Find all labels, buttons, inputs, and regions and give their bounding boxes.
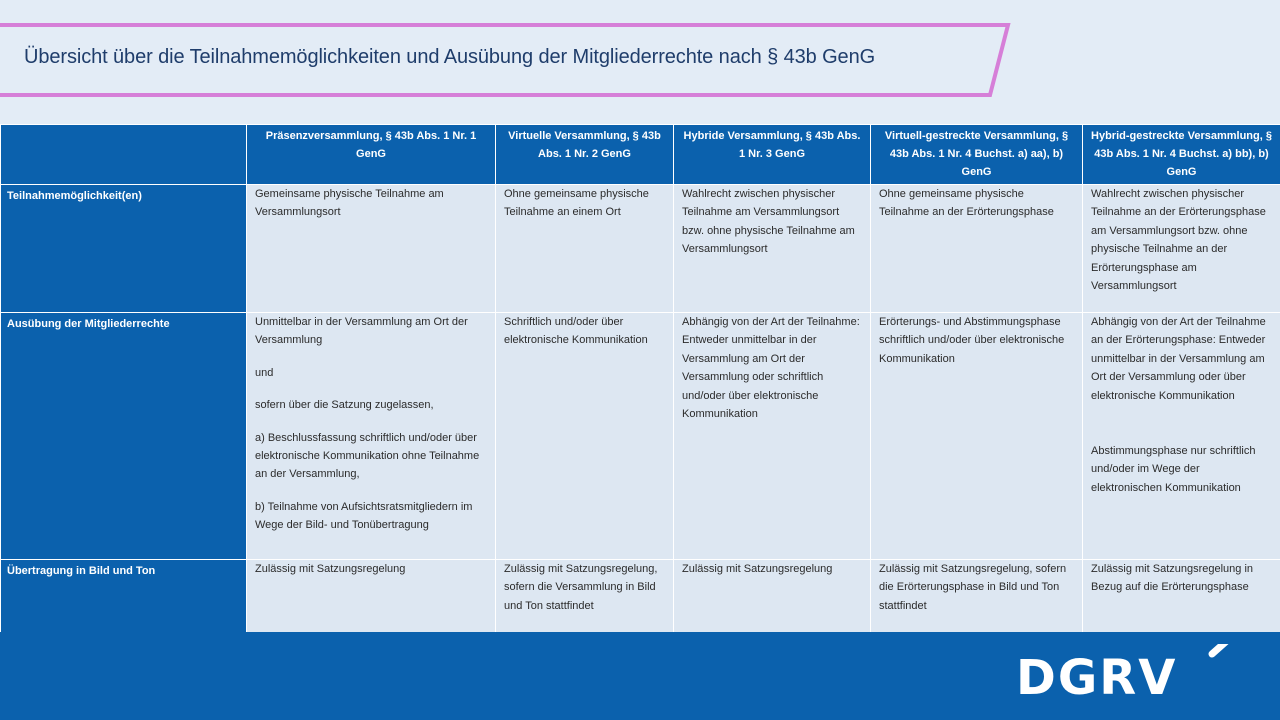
title-banner <box>0 0 1280 110</box>
logo-text: DGRV <box>1016 650 1178 704</box>
row-header-teilnahme: Teilnahmemöglichkeit(en) <box>1 185 247 313</box>
cell-paragraph: a) Beschlussfassung schriftlich und/oder über elektronische Kommunikation ohne Teilnahme an der Versammlung, <box>255 431 480 481</box>
table-cell: Zulässig mit Satzungsregelung, sofern die Versammlung in Bild und Ton stattfindet <box>496 560 674 633</box>
cell-paragraph: Unmittelbar in der Versammlung am Ort der Versammlung <box>255 316 468 347</box>
row-header-uebertragung: Übertragung in Bild und Ton <box>1 560 247 633</box>
table-cell: Erörterungs- und Abstimmungsphase schriftlich und/oder über elektronische Kommunikation <box>871 313 1083 560</box>
cell-paragraph: Abhängig von der Art der Teilnahme an der Erörterungsphase: Entweder unmittelbar in der Versammlung am Ort der Versammlung oder über elektronische Kommunikation <box>1091 316 1266 402</box>
table-cell <box>247 313 496 560</box>
row-header-ausuebung: Ausübung der Mitgliederrechte <box>1 313 247 560</box>
table-header-row <box>1 125 1280 185</box>
cell-paragraph: und <box>255 366 274 379</box>
table-row <box>1 313 1280 560</box>
cell-paragraph: Abstimmungsphase nur schriftlich und/oder im Wege der elektronischen Kommunikation <box>1091 445 1256 494</box>
dgrv-logo <box>1016 644 1236 704</box>
column-header-virtuell: Virtuelle Versammlung, § 43b Abs. 1 Nr. 2 GenG <box>496 125 674 185</box>
table-cell: Zulässig mit Satzungsregelung in Bezug auf die Erörterungsphase <box>1083 560 1280 633</box>
page-title: Übersicht über die Teilnahmemöglichkeiten und Ausübung der Mitgliederrechte nach § 43b GenG <box>24 46 876 68</box>
column-header-praesenz: Präsenzversammlung, § 43b Abs. 1 Nr. 1 GenG <box>247 125 496 185</box>
cell-paragraph: sofern über die Satzung zugelassen, <box>255 399 434 412</box>
table-cell: Ohne gemeinsame physische Teilnahme an der Erörterungsphase <box>871 185 1083 313</box>
table-cell: Wahlrecht zwischen physischer Teilnahme am Versammlungsort bzw. ohne physische Teilnahme am Versammlungsort <box>674 185 871 313</box>
table-cell: Zulässig mit Satzungsregelung <box>247 560 496 633</box>
table-cell: Ohne gemeinsame physische Teilnahme an einem Ort <box>496 185 674 313</box>
column-header-virtuell-gestreckt: Virtuell-gestreckte Versammlung, § 43b Abs. 1 Nr. 4 Buchst. a) aa), b) GenG <box>871 125 1083 185</box>
column-header-hybrid-gestreckt: Hybrid-gestreckte Versammlung, § 43b Abs. 1 Nr. 4 Buchst. a) bb), b) GenG <box>1083 125 1280 185</box>
table-cell: Zulässig mit Satzungsregelung, sofern die Erörterungsphase in Bild und Ton stattfindet <box>871 560 1083 633</box>
table-row <box>1 560 1280 633</box>
table-row <box>1 185 1280 313</box>
table-cell: Wahlrecht zwischen physischer Teilnahme an der Erörterungsphase am Versammlungsort bzw. ohne physische Teilnahme an der Erörterungsphase am Versammlungsort <box>1083 185 1280 313</box>
table-cell: Zulässig mit Satzungsregelung <box>674 560 871 633</box>
table-cell: Schriftlich und/oder über elektronische Kommunikation <box>496 313 674 560</box>
logo-swoosh-icon <box>1212 644 1230 654</box>
corner-cell <box>1 125 247 185</box>
column-header-hybrid: Hybride Versammlung, § 43b Abs. 1 Nr. 3 GenG <box>674 125 871 185</box>
table-cell <box>1083 313 1280 560</box>
cell-paragraph: b) Teilnahme von Aufsichtsratsmitgliedern im Wege der Bild- und Tonübertragung <box>255 500 473 532</box>
comparison-table <box>0 124 1280 633</box>
table-cell: Gemeinsame physische Teilnahme am Versammlungsort <box>247 185 496 313</box>
table-cell: Abhängig von der Art der Teilnahme: Entweder unmittelbar in der Versammlung am Ort der Versammlung oder schriftlich und/oder über elektronische Kommunikation <box>674 313 871 560</box>
